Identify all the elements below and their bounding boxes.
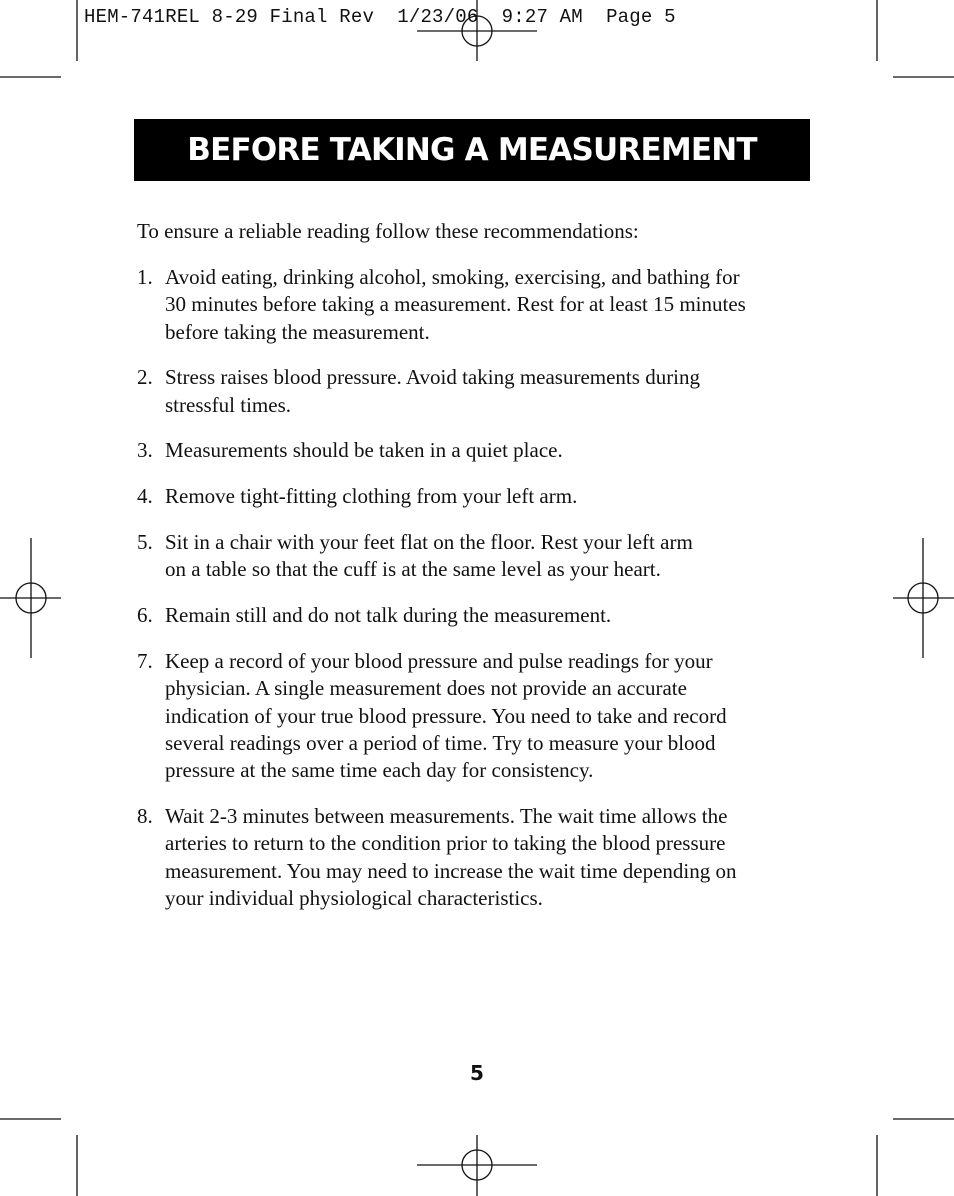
recommendation-item xyxy=(137,648,817,784)
recommendation-line: 30 minutes before taking a measurement. Rest for at least 15 minutes xyxy=(165,292,746,317)
recommendation-number: 7. xyxy=(137,648,153,673)
recommendation-line: Avoid eating, drinking alcohol, smoking, exercising, and bathing for xyxy=(165,265,740,289)
recommendation-text xyxy=(165,648,817,784)
recommendation-line: Remain still and do not talk during the measurement. xyxy=(165,603,612,628)
recommendation-line: your individual physiological characteristics. xyxy=(165,885,543,910)
recommendation-text xyxy=(165,803,817,912)
recommendation-number: 1. xyxy=(137,265,153,289)
title-banner xyxy=(134,119,810,181)
recommendation-line: on a table so that the cuff is at the same level as your heart. xyxy=(165,557,661,582)
recommendation-line: stressful times. xyxy=(165,392,291,417)
recommendation-item xyxy=(137,602,817,629)
recommendation-line: Remove tight-fitting clothing from your left arm. xyxy=(165,484,578,509)
recommendation-line: indication of your true blood pressure. You need to take and record xyxy=(165,703,727,728)
recommendation-text xyxy=(165,437,817,464)
recommendation-line: pressure at the same time each day for consistency. xyxy=(165,758,594,783)
registration-target-right xyxy=(893,538,954,658)
recommendation-number: 5. xyxy=(137,530,153,555)
recommendations-list xyxy=(137,264,817,931)
print-slug-line: HEM-741REL 8-29 Final Rev 1/23/06 9:27 AM Page 5 xyxy=(84,6,676,28)
recommendation-number: 6. xyxy=(137,603,153,628)
recommendation-item xyxy=(137,364,817,419)
recommendation-item xyxy=(137,529,817,584)
recommendation-number: 8. xyxy=(137,803,153,828)
recommendation-line: measurement. You may need to increase the wait time depending on xyxy=(165,858,737,883)
recommendation-text xyxy=(165,602,817,629)
recommendation-line: before taking the measurement. xyxy=(165,319,430,344)
intro-text: To ensure a reliable reading follow these recommendations: xyxy=(137,219,639,243)
recommendation-line: arteries to return to the condition prior to taking the blood pressure xyxy=(165,831,726,856)
recommendation-item xyxy=(137,803,817,912)
recommendation-number: 2. xyxy=(137,365,153,390)
recommendation-line: several readings over a period of time. Try to measure your blood xyxy=(165,730,716,755)
recommendation-line: Stress raises blood pressure. Avoid taking measurements during xyxy=(165,365,701,390)
page-title: BEFORE TAKING A MEASUREMENT xyxy=(187,132,757,168)
recommendation-line: Sit in a chair with your feet flat on the floor. Rest your left arm xyxy=(165,530,693,555)
recommendation-text xyxy=(165,364,817,419)
registration-target-bottom xyxy=(417,1135,537,1196)
recommendation-text xyxy=(165,483,817,510)
recommendation-item xyxy=(137,264,817,346)
page-number: 5 xyxy=(470,1061,484,1085)
recommendation-text xyxy=(165,529,817,584)
recommendation-line: Measurements should be taken in a quiet place. xyxy=(165,438,563,463)
recommendation-item xyxy=(137,483,817,510)
recommendation-item xyxy=(137,437,817,464)
recommendation-line: Wait 2-3 minutes between measurements. The wait time allows the xyxy=(165,803,728,828)
recommendation-number: 3. xyxy=(137,438,153,463)
recommendation-line: physician. A single measurement does not provide an accurate xyxy=(165,676,687,701)
recommendation-text xyxy=(165,264,817,346)
registration-target-left xyxy=(0,538,61,658)
recommendation-line: Keep a record of your blood pressure and pulse readings for your xyxy=(165,648,713,673)
recommendation-number: 4. xyxy=(137,484,153,509)
